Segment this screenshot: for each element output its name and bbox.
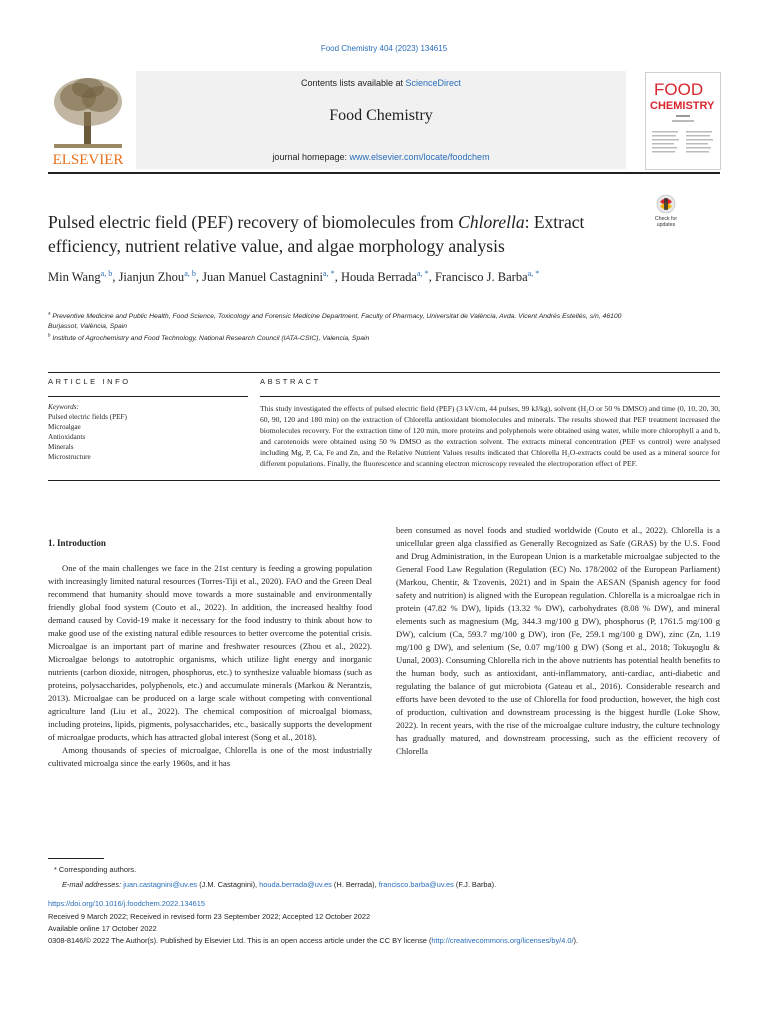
author-affiliation-marker[interactable]: a, * — [416, 268, 429, 278]
author-separator: , — [334, 270, 341, 284]
keyword: Pulsed electric fields (PEF) — [48, 413, 127, 421]
info-rule — [48, 396, 248, 397]
email-link[interactable]: francisco.barba@uv.es — [378, 880, 454, 889]
cover-image — [646, 73, 720, 169]
tree-icon — [48, 72, 128, 170]
article-info-heading: ARTICLE INFO — [48, 377, 131, 386]
author-list — [48, 268, 608, 286]
body-column-left — [48, 562, 372, 770]
abstract-text: This study investigated the effects of pulsed electric field (PEF) (3 kV/cm, 44 pulses, 99 kJ/kg), solvent (H₂O or 50 % DMSO) and time (0, 10, 20, 30, 60, 90, 120 and 180 min) on the extraction of Chlorella antioxidant biomolecules and minerals. The results showed that PEF treatment increased the biomolecules recovery. For the extraction time of 120 min, more proteins and polyphenols were obtained using water, while more chlorophyll a and b, and carotenoids were obtained using 50 % DMSO as the extraction solvent. The extracts mineral concentration (PEF vs control) were analysed including Mg, P, Ca, Fe and Zn, and the Relative Nutrient Values results indicated that Chlorella H₂O-extracts could be used as a mineral source for different populations. Finally, the fluorescence and scanning electron microscopy revealed the electroporation effect of PEF. — [260, 404, 720, 468]
author-affiliation-marker[interactable]: a, b — [184, 268, 196, 278]
paragraph: Among thousands of species of microalgae, Chlorella is one of the most industrially cultivated microalga since the early 1960s, and it has — [48, 745, 372, 768]
received-dates: Received 9 March 2022; Received in revised form 23 September 2022; Accepted 12 October 2022 — [48, 912, 371, 921]
keywords-label: Keywords: — [48, 403, 79, 411]
journal-reference[interactable]: Food Chemistry 404 (2023) 134615 — [320, 44, 448, 53]
keyword: Microalgae — [48, 423, 81, 431]
crossmark-icon — [646, 192, 686, 232]
email-addresses: E-mail addresses: juan.castagnini@uv.es (J.M. Castagnini), houda.berrada@uv.es (H. Berrada), francisco.barba@uv.es (F.J. Barba). — [62, 880, 497, 889]
author-affiliation-marker[interactable]: a, b — [100, 268, 113, 278]
author-affiliation-marker[interactable]: a, * — [527, 268, 540, 278]
svg-text:Check for: Check for — [654, 216, 678, 222]
author-name[interactable]: Jianjun Zhou — [118, 270, 185, 284]
author-name[interactable]: Juan Manuel Castagnini — [202, 270, 323, 284]
svg-text:updates: updates — [656, 222, 676, 228]
author-name[interactable]: Francisco J. Barba — [434, 270, 528, 284]
sciencedirect-link[interactable]: ScienceDirect — [405, 78, 462, 88]
check-for-updates-badge[interactable] — [646, 192, 686, 232]
author-name[interactable]: Houda Berrada — [340, 270, 417, 284]
corresponding-authors-note: * Corresponding authors. — [54, 865, 137, 874]
author-separator: , — [112, 270, 119, 284]
elsevier-logo[interactable] — [48, 72, 128, 170]
abstract-rule — [260, 396, 720, 397]
keyword: Antioxidants — [48, 433, 86, 441]
abstract-bottom-rule — [48, 480, 720, 481]
abstract-heading: ABSTRACT — [260, 377, 321, 386]
section-heading-introduction: 1. Introduction — [48, 538, 106, 548]
journal-title: Food Chemistry — [329, 107, 433, 124]
keyword: Minerals — [48, 443, 74, 451]
keyword: Microstructure — [48, 453, 91, 461]
paragraph: One of the main challenges we face in the 21st century is feeding a growing population with increasingly limited natural resources (Torres-Tiji et al., 2020). FAO and the Green Deal recommend that humanity should move towards a more sustainable and environmentally friendly global food system (Couto et al., 2022). In addition, the increased healthy food demand caused by Covid-19 make it necessary for the food industry to think about how to make good use of the existing natural edible resources to better overcome the potential crisis. Microalgae is an important part of marine and freshwater resources (Zhou et al., 2022). Microalgae belongs to autotrophic organisms, which utilize light energy and inorganic nutrients (carbon dioxide, nitrogen, phosphorus, etc.) to synthesize valuable biomass (such as proteins, polysaccharides, polyphenols, etc.) and accumulate minerals (Markou & Nerantzis, 2013). Microalgae can be produced on a large scale without competing with conventional agriculture land (Liu et al., 2022). The chemical composition of microalgal biomass, including proteins, lipids, pigments, polysaccharides, etc., basically supports the development of microalgae products, which has attracted global interest (Song et al., 2018). — [48, 563, 372, 742]
email-link[interactable]: juan.castagnini@uv.es — [123, 880, 198, 889]
body-column-right — [396, 524, 720, 758]
journal-cover[interactable] — [645, 72, 721, 170]
affiliation-a: $^a$ Preventive Medicine and Public Health, Food Science, Toxicology and Forensic Medicine Department, Faculty of Pharmacy, Universitat de València, Avda. Vicent Andrés Estellés, s/n, 46100 Burjassot, València, Spain — [48, 310, 622, 330]
paragraph: been consumed as novel foods and studied worldwide (Couto et al., 2022). Chlorella is a unicellular green alga classified as Generally Recognized as Safe (GRAS) by the U.S. Food and Drug Administration, in the European Union is a marketable microalgae subjected to the General Food Law Regulation (Regulation (EC) No. 178/2002 of the European Parliament) (Markou, Chentir, & Tzovenis, 2021) and in Spain the AESAN (Spanish agency for food safety and nutrition) is aligned with the European regulation. Chlorella is a microalgae rich in protein (47.82 % DW), lipids (13.32 % DW), carbohydrates (8.08 % DW), and mineral elements such as magnesium (Mg, 344.3 mg/100 g DW), phosphorus (P, 1761.5 mg/100 g DW), calcium (Ca, 593.7 mg/100 g DW), iron (Fe, 259.1 mg/100 g DW), zinc (Zn, 1.19 mg/100 g DW), and selenium (Se, 0.07 mg/100 g DW) (Song et al., 2018; Tokuşoglu & Uunal, 2003). Consuming Chlorella rich in the above nutrients has potential health benefits to the human body, such as antioxidant, anti-inflammatory, anti-cardiac, anti-diabetic and regulating the balance of gut microbiota (Gateau et al., 2016). Considerable research and efforts have been devoted to the use of Chlorella for food production, however, the high cost of production, cultivation and downstream processing is the biggest hurdle (Loke Show, 2022). In recent years, with the rise of the microalgae culture industry, the culture technology has gradually matured, and downstream processing, such as the efficient recovery of Chlorella — [396, 525, 720, 756]
footnote-rule — [48, 858, 104, 859]
article-title: Pulsed electric field (PEF) recovery of biomolecules from Chlorella: Extract efficiency, nutrient relative value, and algae morphology analysis — [48, 212, 585, 256]
author-separator: , — [428, 270, 435, 284]
svg-text:CHEMISTRY: CHEMISTRY — [650, 100, 715, 112]
license-line: 0308-8146/© 2022 The Author(s). Published by Elsevier Ltd. This is an open access article under the CC BY license (http://creativecommons.org/licenses/by/4.0/). — [48, 936, 579, 945]
keywords-block — [48, 402, 248, 462]
journal-homepage: journal homepage: www.elsevier.com/locate/foodchem — [272, 152, 490, 162]
elsevier-wordmark: ELSEVIER — [52, 152, 124, 168]
journal-homepage-link[interactable]: www.elsevier.com/locate/foodchem — [349, 152, 490, 162]
svg-text:FOOD: FOOD — [654, 80, 704, 99]
affiliation-b: $^b$ Institute of Agrochemistry and Food Technology, National Research Council (IATA-CSIC), Valencia, Spain — [48, 332, 370, 342]
masthead-rule — [48, 172, 720, 174]
doi-link[interactable]: https://doi.org/10.1016/j.foodchem.2022.134615 — [48, 899, 205, 908]
email-link[interactable]: houda.berrada@uv.es — [259, 880, 332, 889]
author-name[interactable]: Min Wang — [48, 270, 101, 284]
author-affiliation-marker[interactable]: a, * — [322, 268, 335, 278]
available-online-date: Available online 17 October 2022 — [48, 924, 157, 933]
contents-line: Contents lists available at ScienceDirect — [300, 78, 462, 88]
license-link[interactable]: http://creativecommons.org/licenses/by/4.0/ — [431, 936, 574, 945]
section-rule — [48, 372, 720, 373]
author-separator: , — [195, 270, 203, 284]
